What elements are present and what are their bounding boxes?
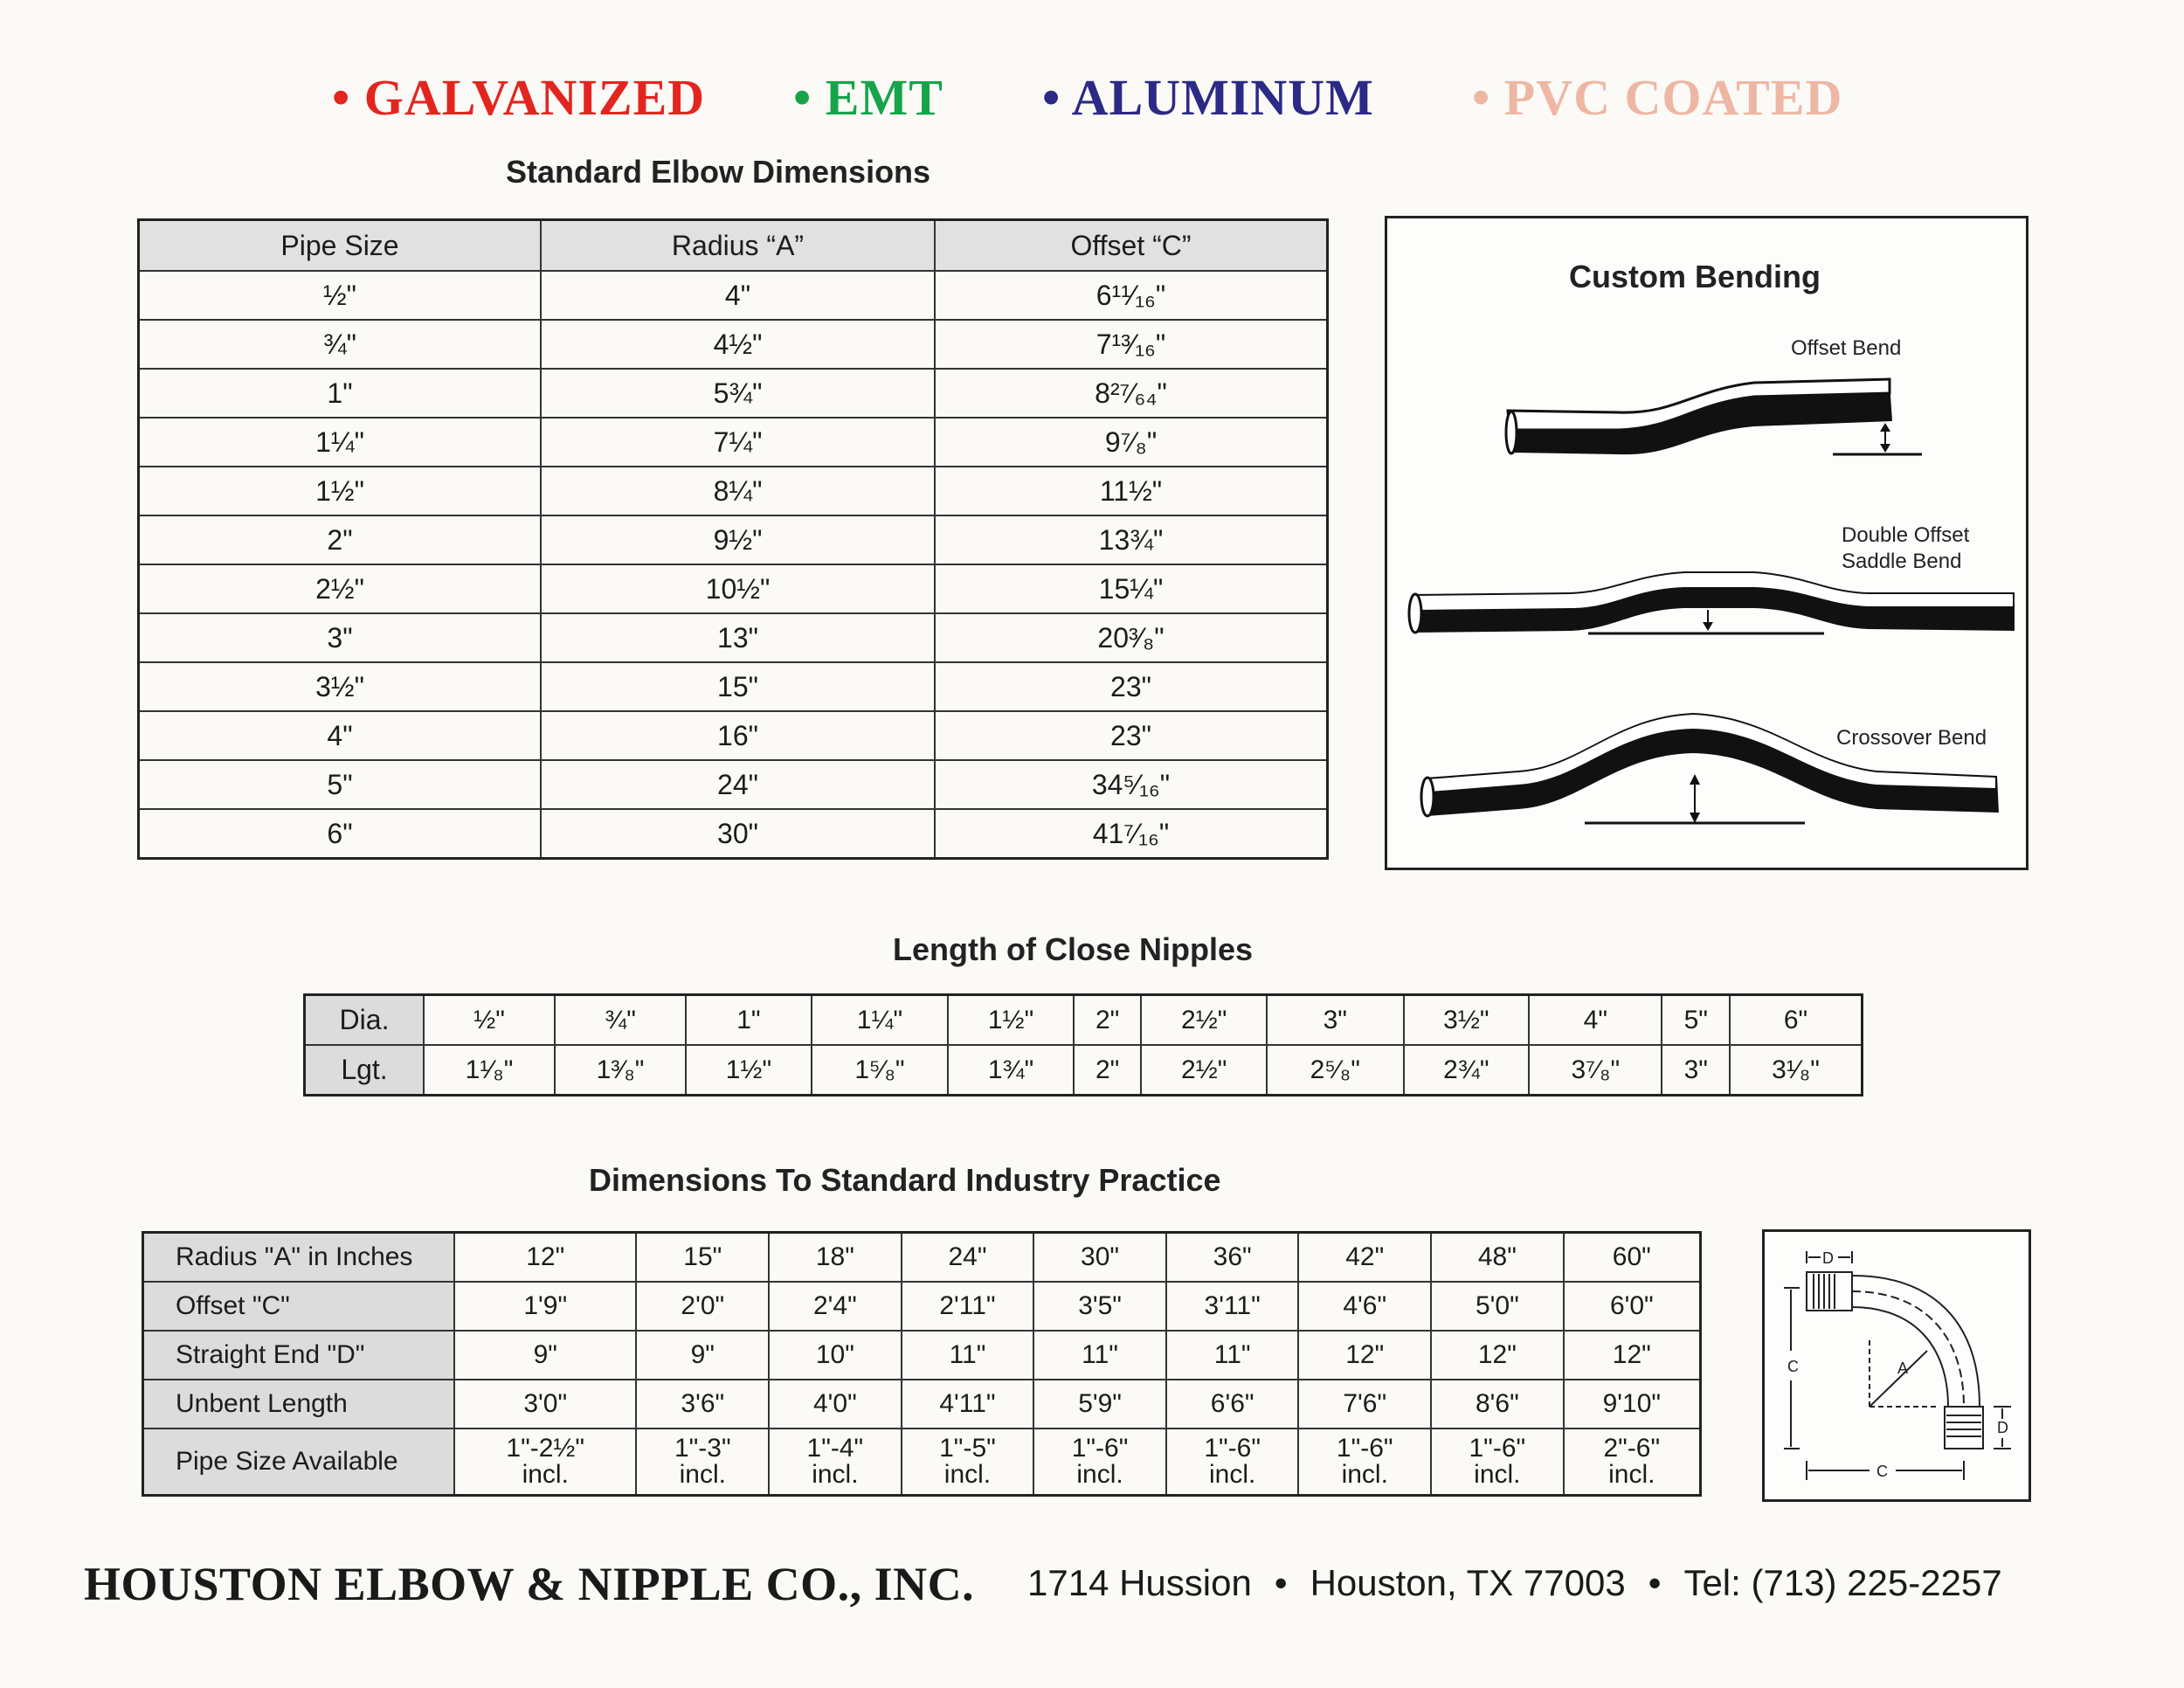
- offset-cell: 2'0": [636, 1282, 769, 1331]
- lgt-cell: 2": [1074, 1045, 1142, 1096]
- lgt-cell: 1¹⁄₈": [424, 1045, 555, 1096]
- address-separator: •: [1274, 1562, 1288, 1603]
- lgt-cell: 1⁵⁄₈": [812, 1045, 948, 1096]
- dia-cell: 1¼": [812, 995, 948, 1046]
- bend-illustrations: [1387, 218, 2026, 868]
- practice-title: Dimensions To Standard Industry Practice: [589, 1162, 1221, 1198]
- unbent-length-cell: 4'0": [769, 1380, 902, 1429]
- offset-cell: 7¹³⁄₁₆": [935, 320, 1328, 369]
- unbent-length-cell: 3'6": [636, 1380, 769, 1429]
- pipe-size-available-cell: [902, 1429, 1034, 1496]
- radius-cell: 12": [454, 1233, 636, 1283]
- diagram-d-right: D: [1997, 1419, 2008, 1436]
- straight-end-cell: 11": [902, 1331, 1034, 1380]
- radius-cell: 9½": [541, 515, 935, 564]
- company-name: HOUSTON ELBOW & NIPPLE CO., INC.: [84, 1558, 975, 1610]
- nipple-lgt-row: [305, 1045, 1863, 1096]
- pipe-size-range: 1"-6": [1336, 1434, 1393, 1463]
- industry-practice-table: [142, 1231, 1702, 1497]
- pipe-size-available-cell: [636, 1429, 769, 1496]
- pipe-size-cell: 3": [139, 613, 542, 662]
- incl-text: incl.: [1208, 1460, 1256, 1489]
- pipe-size-cell: 1": [139, 369, 542, 418]
- radius-cell: 42": [1298, 1233, 1431, 1283]
- table-row: [139, 271, 1328, 320]
- pipe-size-range: 1"-2½": [506, 1434, 585, 1463]
- double-offset-label: Double Offset: [1842, 523, 1970, 547]
- dia-cell: 5": [1662, 995, 1730, 1046]
- offset-cell: 20³⁄₈": [935, 613, 1328, 662]
- unbent-length-cell: 4'11": [902, 1380, 1034, 1429]
- radius-cell: 15": [636, 1233, 769, 1283]
- incl-text: incl.: [1608, 1460, 1655, 1489]
- offset-row: [143, 1282, 1701, 1331]
- offset-cell: 8²⁷⁄₆₄": [935, 369, 1328, 418]
- custom-bending-title: Custom Bending: [1569, 259, 1821, 294]
- offset-cell: 9⁷⁄₈": [935, 418, 1328, 467]
- radius-cell: 5¾": [541, 369, 935, 418]
- straight-end-cell: 12": [1564, 1331, 1701, 1380]
- pipe-size-cell: 6": [139, 809, 542, 859]
- table-row: [139, 369, 1328, 418]
- crossover-bend-icon: [1421, 713, 1999, 823]
- table-row: [139, 564, 1328, 613]
- material-emt: • EMT: [793, 69, 943, 126]
- incl-text: incl.: [679, 1460, 726, 1489]
- lgt-label: Lgt.: [305, 1045, 425, 1096]
- offset-bend-icon: [1506, 379, 1922, 454]
- unbent-length-cell: 3'0": [454, 1380, 636, 1429]
- offset-cell: 6'0": [1564, 1282, 1701, 1331]
- dia-cell: 2½": [1141, 995, 1267, 1046]
- incl-text: incl.: [522, 1460, 569, 1489]
- offset-label: Offset "C": [143, 1282, 455, 1331]
- lgt-cell: 3⁷⁄₈": [1529, 1045, 1662, 1096]
- radius-row: [143, 1233, 1701, 1283]
- diagram-a: A: [1897, 1359, 1909, 1377]
- lgt-cell: 2½": [1141, 1045, 1267, 1096]
- table-header-row: [139, 220, 1328, 272]
- dia-cell: ½": [424, 995, 555, 1046]
- radius-cell: 30": [1033, 1233, 1166, 1283]
- crossover-bend-label: Crossover Bend: [1836, 726, 1987, 750]
- pipe-size-range: 1"-6": [1469, 1434, 1526, 1463]
- unbent-length-cell: 7'6": [1298, 1380, 1431, 1429]
- offset-cell: 41⁷⁄₁₆": [935, 809, 1328, 859]
- offset-bend-label: Offset Bend: [1791, 336, 1902, 360]
- incl-text: incl.: [1341, 1460, 1388, 1489]
- custom-bending-panel: [1385, 216, 2028, 870]
- nipples-title: Length of Close Nipples: [893, 931, 1254, 967]
- header-radius-a: Radius “A”: [541, 220, 935, 272]
- offset-cell: 11½": [935, 467, 1328, 515]
- incl-text: incl.: [1474, 1460, 1521, 1489]
- nipple-dia-row: [305, 995, 1863, 1046]
- radius-cell: 7¼": [541, 418, 935, 467]
- city-address: Houston, TX 77003: [1310, 1562, 1626, 1603]
- pipe-size-label: Pipe Size Available: [143, 1429, 455, 1496]
- table-row: [139, 662, 1328, 711]
- pipe-size-available-cell: [1564, 1429, 1701, 1496]
- diagram-d-top: D: [1822, 1249, 1834, 1267]
- offset-cell: 3'11": [1166, 1282, 1299, 1331]
- table-row: [139, 613, 1328, 662]
- offset-cell: 23": [935, 662, 1328, 711]
- radius-cell: 16": [541, 711, 935, 760]
- offset-cell: 15¼": [935, 564, 1328, 613]
- offset-cell: 23": [935, 711, 1328, 760]
- elbow-table-title: Standard Elbow Dimensions: [506, 154, 931, 190]
- straight-end-label: Straight End "D": [143, 1331, 455, 1380]
- radius-cell: 30": [541, 809, 935, 859]
- straight-end-cell: 11": [1033, 1331, 1166, 1380]
- straight-end-cell: 9": [454, 1331, 636, 1380]
- elbow-diagram-icon: [1765, 1232, 2028, 1499]
- address-separator: •: [1648, 1562, 1662, 1603]
- straight-end-cell: 12": [1298, 1331, 1431, 1380]
- unbent-length-cell: 8'6": [1431, 1380, 1564, 1429]
- pipe-size-available-cell: [1033, 1429, 1166, 1496]
- table-row: [139, 711, 1328, 760]
- pipe-size-range: 1"-6": [1071, 1434, 1129, 1463]
- pipe-size-range: 1"-5": [939, 1434, 996, 1463]
- lgt-cell: 2¾": [1404, 1045, 1530, 1096]
- dia-label: Dia.: [305, 995, 425, 1046]
- dia-cell: 6": [1730, 995, 1863, 1046]
- unbent-length-label: Unbent Length: [143, 1380, 455, 1429]
- elbow-dimensions-table: [137, 218, 1329, 860]
- saddle-bend-icon: [1409, 571, 2015, 633]
- straight-end-cell: 10": [769, 1331, 902, 1380]
- pipe-size-cell: ½": [139, 271, 542, 320]
- pipe-size-range: 2"-6": [1603, 1434, 1661, 1463]
- radius-cell: 24": [541, 760, 935, 809]
- pipe-size-cell: 5": [139, 760, 542, 809]
- radius-cell: 48": [1431, 1233, 1564, 1283]
- pipe-size-cell: 2": [139, 515, 542, 564]
- radius-cell: 36": [1166, 1233, 1299, 1283]
- table-row: [139, 467, 1328, 515]
- pipe-size-cell: ¾": [139, 320, 542, 369]
- pipe-size-cell: 1¼": [139, 418, 542, 467]
- pipe-size-available-cell: [1431, 1429, 1564, 1496]
- radius-cell: 13": [541, 613, 935, 662]
- lgt-cell: 1¾": [948, 1045, 1074, 1096]
- pipe-size-cell: 3½": [139, 662, 542, 711]
- material-aluminum: • ALUMINUM: [1042, 69, 1374, 126]
- radius-cell: 15": [541, 662, 935, 711]
- dia-cell: 1": [686, 995, 812, 1046]
- offset-cell: 1'9": [454, 1282, 636, 1331]
- radius-cell: 10½": [541, 564, 935, 613]
- pipe-size-range: 1"-6": [1204, 1434, 1261, 1463]
- pipe-size-available-cell: [454, 1429, 636, 1496]
- telephone: Tel: (713) 225-2257: [1683, 1562, 2002, 1603]
- dia-cell: 3½": [1404, 995, 1530, 1046]
- header-offset-c: Offset “C”: [935, 220, 1328, 272]
- pipe-size-cell: 1½": [139, 467, 542, 515]
- diagram-c-bottom: C: [1876, 1463, 1888, 1480]
- pipe-size-cell: 2½": [139, 564, 542, 613]
- pipe-size-available-cell: [1298, 1429, 1431, 1496]
- dia-cell: 1½": [948, 995, 1074, 1046]
- lgt-cell: 3": [1662, 1045, 1730, 1096]
- offset-cell: 3'5": [1033, 1282, 1166, 1331]
- street-address: 1714 Hussion: [1027, 1562, 1252, 1603]
- straight-end-cell: 11": [1166, 1331, 1299, 1380]
- close-nipples-table: [303, 993, 1863, 1097]
- offset-cell: 2'11": [902, 1282, 1034, 1331]
- radius-label: Radius "A" in Inches: [143, 1233, 455, 1283]
- saddle-bend-label: Saddle Bend: [1842, 550, 1962, 573]
- radius-cell: 4": [541, 271, 935, 320]
- incl-text: incl.: [812, 1460, 859, 1489]
- material-pvc-coated: • PVC COATED: [1472, 69, 1843, 126]
- offset-cell: 2'4": [769, 1282, 902, 1331]
- radius-cell: 4½": [541, 320, 935, 369]
- lgt-cell: 2⁵⁄₈": [1267, 1045, 1403, 1096]
- table-row: [139, 418, 1328, 467]
- pipe-size-available-cell: [1166, 1429, 1299, 1496]
- incl-text: incl.: [943, 1460, 992, 1489]
- unbent-length-cell: 6'6": [1166, 1380, 1299, 1429]
- radius-cell: 18": [769, 1233, 902, 1283]
- offset-cell: 4'6": [1298, 1282, 1431, 1331]
- pipe-size-range: 1"-3": [674, 1434, 731, 1463]
- incl-text: incl.: [1076, 1460, 1123, 1489]
- materials-bar: [332, 68, 1922, 138]
- radius-cell: 60": [1564, 1233, 1701, 1283]
- pipe-size-cell: 4": [139, 711, 542, 760]
- dia-cell: 3": [1267, 995, 1403, 1046]
- straight-end-row: [143, 1331, 1701, 1380]
- pipe-size-row: [143, 1429, 1701, 1496]
- elbow-diagram-panel: [1762, 1229, 2031, 1502]
- unbent-length-cell: 5'9": [1033, 1380, 1166, 1429]
- dia-cell: ¾": [555, 995, 686, 1046]
- dia-cell: 2": [1074, 995, 1142, 1046]
- straight-end-cell: 12": [1431, 1331, 1564, 1380]
- material-galvanized: • GALVANIZED: [332, 69, 706, 126]
- table-row: [139, 809, 1328, 859]
- lgt-cell: 3¹⁄₈": [1730, 1045, 1863, 1096]
- unbent-length-cell: 9'10": [1564, 1380, 1701, 1429]
- lgt-cell: 1½": [686, 1045, 812, 1096]
- company-address: [1027, 1562, 2002, 1604]
- offset-cell: 6¹¹⁄₁₆": [935, 271, 1328, 320]
- pipe-size-available-cell: [769, 1429, 902, 1496]
- table-row: [139, 515, 1328, 564]
- lgt-cell: 1³⁄₈": [555, 1045, 686, 1096]
- table-row: [139, 760, 1328, 809]
- header-pipe-size: Pipe Size: [139, 220, 542, 272]
- unbent-length-row: [143, 1380, 1701, 1429]
- offset-cell: 13¾": [935, 515, 1328, 564]
- table-row: [139, 320, 1328, 369]
- offset-cell: 5'0": [1431, 1282, 1564, 1331]
- pipe-size-range: 1"-4": [806, 1434, 864, 1463]
- dia-cell: 4": [1529, 995, 1662, 1046]
- radius-cell: 24": [902, 1233, 1034, 1283]
- diagram-c-left: C: [1787, 1358, 1799, 1375]
- straight-end-cell: 9": [636, 1331, 769, 1380]
- radius-cell: 8¼": [541, 467, 935, 515]
- offset-cell: 34⁵⁄₁₆": [935, 760, 1328, 809]
